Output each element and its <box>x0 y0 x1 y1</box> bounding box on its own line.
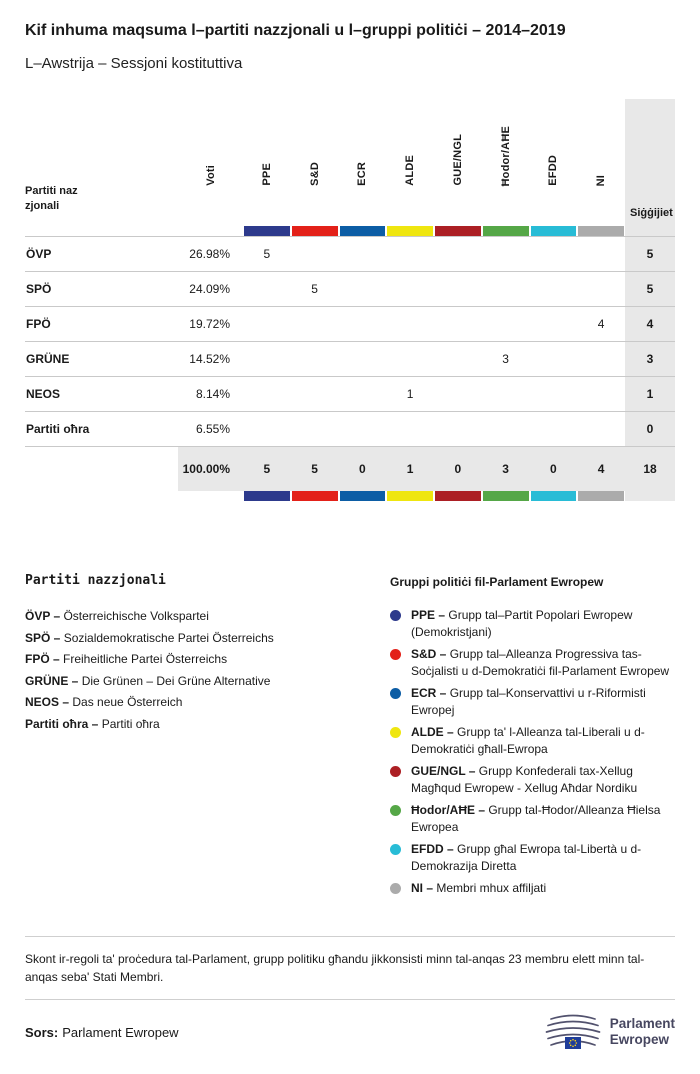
seats-cell: 4 <box>625 306 675 341</box>
group-legend-text: ALDE – Grupp ta' l-Alleanza tal-Liberali u d-Demokratiċi għall-Ewropa <box>411 725 645 756</box>
group-value-cell <box>291 306 339 341</box>
group-legend-text: GUE/NGL – Grupp Konfederali tax-Xellug Magħqud Ewropew - Xellug Aħdar Nordiku <box>411 764 638 795</box>
group-color-bar-cell <box>339 491 387 501</box>
group-col-header <box>530 99 578 226</box>
voti-cell: 26.98% <box>178 236 243 271</box>
total-value-cell: 0 <box>434 446 482 491</box>
group-value-cell <box>482 376 530 411</box>
party-name-cell: FPÖ <box>25 306 178 341</box>
party-legend-abbr: Partiti oħra – <box>25 716 102 731</box>
group-legend-item <box>390 802 675 836</box>
seats-cell: 5 <box>625 236 675 271</box>
group-col-header-label: S&D <box>308 162 321 186</box>
logo-line-1: Parlament <box>609 1016 675 1031</box>
party-legend-item: GRÜNE – Die Grünen – Dei Grüne Alternative <box>25 673 271 688</box>
group-value-cell <box>434 271 482 306</box>
group-legend-item <box>390 841 675 875</box>
group-legend-text: S&D – Grupp tal–Alleanza Progressiva tas-Soċjalisti u d-Demokratiċi fil-Parlament Ewropew <box>411 647 670 678</box>
group-value-cell <box>434 341 482 376</box>
group-color-bar <box>340 226 386 236</box>
group-color-bar-cell <box>577 226 625 236</box>
results-table <box>25 99 675 501</box>
group-legend-item <box>390 646 675 680</box>
group-value-cell <box>339 236 387 271</box>
total-seats-cell: 18 <box>625 446 675 491</box>
group-color-bar <box>387 491 433 501</box>
group-color-bar-cell <box>291 491 339 501</box>
party-legend-abbr: GRÜNE – <box>25 673 82 688</box>
group-legend-item <box>390 880 675 897</box>
group-value-cell <box>339 411 387 446</box>
group-value-cell <box>243 411 291 446</box>
group-col-header <box>434 99 482 226</box>
group-color-bar-cell <box>243 226 291 236</box>
group-value-cell <box>291 376 339 411</box>
party-name-cell: ÖVP <box>25 236 178 271</box>
group-col-header <box>577 99 625 226</box>
parties-legend <box>25 573 390 902</box>
seats-col-band <box>625 226 675 236</box>
group-col-header <box>482 99 530 226</box>
seats-col-header-label: Siġġijiet <box>630 207 673 219</box>
total-value-cell: 5 <box>243 446 291 491</box>
voti-cell: 8.14% <box>178 376 243 411</box>
total-value-cell: 0 <box>530 446 578 491</box>
group-value-cell <box>339 341 387 376</box>
group-legend-abbr: ECR – <box>411 686 450 700</box>
group-legend-abbr: NI – <box>411 881 437 895</box>
page-title: Kif inhuma maqsuma l–partiti nazzjonali u l–gruppi politiċi – 2014–2019 <box>25 22 566 39</box>
group-value-cell <box>434 376 482 411</box>
group-value-cell: 1 <box>386 376 434 411</box>
group-col-header <box>339 99 387 226</box>
group-color-bar <box>483 226 529 236</box>
group-value-cell <box>243 341 291 376</box>
source-value: Parlament Ewropew <box>62 1024 179 1040</box>
group-legend-item <box>390 724 675 758</box>
group-value-cell <box>291 341 339 376</box>
party-legend-abbr: FPÖ – <box>25 652 64 666</box>
group-col-header-label: NI <box>595 174 608 186</box>
parliament-logo <box>544 1012 675 1052</box>
group-legend-text: PPE – Grupp tal–Partit Popolari Ewropew (Demokristjani) <box>411 608 633 639</box>
voti-col-header-label: Voti <box>204 165 217 186</box>
group-value-cell <box>291 411 339 446</box>
group-color-bar-cell <box>291 226 339 236</box>
voti-cell: 24.09% <box>178 271 243 306</box>
group-color-bar-cell <box>434 491 482 501</box>
group-col-header <box>243 99 291 226</box>
party-col-header <box>25 99 178 226</box>
page-subtitle: L–Awstrija – Sessjoni kostituttiva <box>25 55 243 72</box>
parliament-logo-text <box>610 1016 675 1048</box>
group-value-cell <box>530 236 578 271</box>
group-legend-abbr: ALDE – <box>411 725 458 739</box>
group-value-cell <box>243 271 291 306</box>
group-value-cell <box>577 376 625 411</box>
seats-col-header <box>625 99 675 226</box>
group-legend-item <box>390 763 675 797</box>
parliament-logo-icon <box>544 1012 602 1052</box>
footnote-text: Skont ir-regoli ta' proċedura tal-Parlament, grupp politiku għandu jikkonsisti minn tal-anqas 23 membru elett minn tal-anqas seba' Stati Membri. <box>25 952 645 984</box>
group-col-header-label: ECR <box>356 162 369 186</box>
group-value-cell <box>339 271 387 306</box>
party-legend-item: ÖVP – Österreichische Volkspartei <box>25 609 209 623</box>
group-color-bar-cell <box>530 226 578 236</box>
group-color-dot <box>390 766 401 777</box>
group-col-header-label: GUE/NGL <box>451 134 464 186</box>
group-value-cell: 5 <box>243 236 291 271</box>
voti-col-header <box>178 99 243 226</box>
group-color-bar <box>435 491 481 501</box>
source-label: Sors: <box>25 1024 59 1040</box>
group-value-cell <box>530 341 578 376</box>
group-legend-text: ECR – Grupp tal–Konservattivi u r-Riformisti Ewropej <box>411 686 646 717</box>
party-legend-item: NEOS – Das neue Österreich <box>25 695 183 709</box>
groups-legend-title: Gruppi politiċi fil-Parlament Ewropew <box>390 575 604 589</box>
spacer-cell <box>25 226 178 236</box>
group-value-cell <box>482 236 530 271</box>
groups-legend <box>390 573 675 902</box>
group-color-bar-cell <box>482 226 530 236</box>
group-value-cell <box>434 411 482 446</box>
seats-cell: 0 <box>625 411 675 446</box>
source-line <box>25 1025 179 1040</box>
total-value-cell: 5 <box>291 446 339 491</box>
seats-col-band <box>625 491 675 501</box>
group-color-bar-cell <box>577 491 625 501</box>
group-value-cell <box>386 271 434 306</box>
group-value-cell <box>530 306 578 341</box>
group-value-cell <box>482 271 530 306</box>
group-value-cell <box>577 411 625 446</box>
group-color-bar <box>244 491 290 501</box>
spacer-cell <box>178 226 243 236</box>
party-col-header-label: Partiti nazzjonali <box>25 185 78 212</box>
group-color-bar <box>483 491 529 501</box>
group-legend-text: Ħodor/AĦE – Grupp tal-Ħodor/Alleanza Ħielsa Ewropea <box>411 803 661 834</box>
group-value-cell <box>577 341 625 376</box>
group-value-cell <box>243 376 291 411</box>
party-legend-abbr: ÖVP – <box>25 609 64 623</box>
group-color-bar <box>578 226 624 236</box>
group-color-bar-cell <box>243 491 291 501</box>
group-legend-item <box>390 685 675 719</box>
group-color-bar-cell <box>386 226 434 236</box>
group-col-header <box>291 99 339 226</box>
group-color-bar-cell <box>530 491 578 501</box>
group-value-cell <box>482 411 530 446</box>
group-color-dot <box>390 805 401 816</box>
total-value-cell: 3 <box>482 446 530 491</box>
group-col-header-label: EFDD <box>547 155 560 186</box>
group-value-cell <box>434 306 482 341</box>
group-value-cell <box>577 236 625 271</box>
parties-legend-list <box>25 606 390 735</box>
groups-legend-list <box>390 607 675 897</box>
group-color-dot <box>390 727 401 738</box>
group-value-cell: 5 <box>291 271 339 306</box>
group-legend-abbr: EFDD – <box>411 842 458 856</box>
group-color-dot <box>390 610 401 621</box>
total-value-cell: 1 <box>386 446 434 491</box>
group-col-header-label: PPE <box>260 163 273 186</box>
group-color-bar-cell <box>482 491 530 501</box>
voti-cell: 6.55% <box>178 411 243 446</box>
spacer-cell <box>178 491 243 501</box>
party-name-cell: NEOS <box>25 376 178 411</box>
party-legend-item: Partiti oħra – Partiti oħra <box>25 716 160 731</box>
group-legend-text: NI – Membri mhux affiljati <box>411 881 547 895</box>
group-color-bar <box>292 491 338 501</box>
total-value-cell: 0 <box>339 446 387 491</box>
group-legend-abbr: PPE – <box>411 608 449 622</box>
group-legend-abbr: Ħodor/AĦE – <box>411 803 489 817</box>
footer <box>25 1000 675 1072</box>
group-value-cell <box>386 236 434 271</box>
group-legend-abbr: GUE/NGL – <box>411 764 479 778</box>
group-color-bar <box>531 226 577 236</box>
group-color-bar <box>435 226 481 236</box>
group-value-cell <box>434 236 482 271</box>
group-color-dot <box>390 649 401 660</box>
group-legend-text: EFDD – Grupp għal Ewropa tal-Libertà u d-Demokrazija Diretta <box>411 842 642 873</box>
party-legend-abbr: NEOS – <box>25 695 73 709</box>
group-value-cell <box>386 306 434 341</box>
group-legend-abbr: S&D – <box>411 647 450 661</box>
group-color-dot <box>390 844 401 855</box>
party-legend-item: FPÖ – Freiheitliche Partei Österreichs <box>25 652 228 666</box>
voti-cell: 19.72% <box>178 306 243 341</box>
group-col-header <box>386 99 434 226</box>
party-legend-abbr: SPÖ – <box>25 630 64 645</box>
group-value-cell <box>530 411 578 446</box>
group-color-bar <box>340 491 386 501</box>
group-value-cell <box>577 271 625 306</box>
group-col-header-label: Ħodor/AĦE <box>499 125 512 186</box>
seats-cell: 5 <box>625 271 675 306</box>
spacer-cell <box>25 491 178 501</box>
group-color-bar <box>387 226 433 236</box>
group-value-cell <box>530 271 578 306</box>
group-legend-item <box>390 607 675 641</box>
seats-cell: 1 <box>625 376 675 411</box>
group-color-dot <box>390 688 401 699</box>
party-legend-item: SPÖ – Sozialdemokratische Partei Österreichs <box>25 630 274 645</box>
total-voti-cell: 100.00% <box>178 446 243 491</box>
group-value-cell <box>386 411 434 446</box>
footnote <box>25 936 675 1000</box>
group-value-cell <box>339 306 387 341</box>
group-color-bar <box>531 491 577 501</box>
party-name-cell: GRÜNE <box>25 341 178 376</box>
group-value-cell <box>339 376 387 411</box>
parties-legend-title: Partiti nazzjonali <box>25 573 166 588</box>
group-value-cell <box>291 236 339 271</box>
group-value-cell <box>482 306 530 341</box>
legend-section <box>25 573 675 902</box>
group-col-header-label: ALDE <box>404 155 417 186</box>
seats-cell: 3 <box>625 341 675 376</box>
group-color-bar <box>292 226 338 236</box>
logo-line-2: Ewropew <box>609 1032 669 1047</box>
group-color-bar <box>578 491 624 501</box>
group-color-dot <box>390 883 401 894</box>
group-value-cell: 4 <box>577 306 625 341</box>
group-value-cell: 3 <box>482 341 530 376</box>
total-row-spacer <box>25 446 178 491</box>
group-color-bar-cell <box>434 226 482 236</box>
group-value-cell <box>386 341 434 376</box>
total-value-cell: 4 <box>577 446 625 491</box>
group-color-bar-cell <box>339 226 387 236</box>
voti-cell: 14.52% <box>178 341 243 376</box>
group-color-bar <box>244 226 290 236</box>
group-color-bar-cell <box>386 491 434 501</box>
group-value-cell <box>530 376 578 411</box>
party-name-cell: Partiti oħra <box>25 411 178 446</box>
group-value-cell <box>243 306 291 341</box>
party-name-cell: SPÖ <box>25 271 178 306</box>
